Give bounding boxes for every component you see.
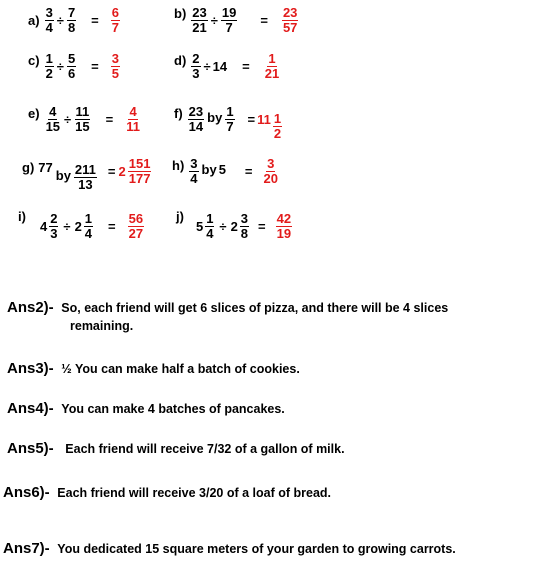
answer-text: So, each friend will get 6 slices of pizza, and there will be 4 slices xyxy=(61,301,449,315)
answer-tag: Ans3)- xyxy=(7,360,54,377)
equals-sign: = xyxy=(260,13,268,28)
equals-sign: = xyxy=(244,164,253,179)
problem-label: i) xyxy=(18,209,26,224)
whole-number: 5 xyxy=(218,162,226,177)
operator: ÷ xyxy=(63,219,71,234)
equals-sign: = xyxy=(107,164,116,179)
operator: ÷ xyxy=(203,59,211,74)
whole-number: 2 xyxy=(230,219,238,234)
answer-fraction: $\frac{151}{177}$ xyxy=(128,156,151,186)
operator: ÷ xyxy=(64,112,72,127)
operator: ÷ xyxy=(210,13,218,28)
fraction: $\frac{3}{4}$ xyxy=(45,5,53,35)
fraction: $\frac{7}{8}$ xyxy=(67,5,76,35)
answer-fraction: $\frac{6}{7}$ xyxy=(111,5,119,35)
answer-2 xyxy=(7,299,448,316)
answer-4 xyxy=(7,400,285,417)
problem-label: e) xyxy=(28,106,40,121)
problem-label: d) xyxy=(174,53,187,68)
operator: ÷ xyxy=(56,59,64,74)
problem-label: j) xyxy=(176,209,184,224)
fraction: $\frac{19}{7}$ xyxy=(221,5,237,35)
fraction: $\frac{4}{15}$ xyxy=(45,104,61,134)
operator: ÷ xyxy=(56,13,64,28)
answer-3 xyxy=(7,360,300,377)
answer-fraction: $\frac{56}{27}$ xyxy=(128,211,144,241)
fraction: $\frac{1}{4}$ xyxy=(84,211,93,241)
whole-number: 4 xyxy=(39,219,48,234)
fraction: $\frac{211}{13}$ xyxy=(74,162,96,192)
fraction: $\frac{23}{14}$ xyxy=(188,104,204,134)
answer-text: ½ You can make half a batch of cookies. xyxy=(61,362,300,376)
problem-label: f) xyxy=(174,106,183,121)
fraction: $\frac{23}{21}$ xyxy=(192,5,207,35)
problem-label: c) xyxy=(28,53,40,68)
problem-a xyxy=(28,6,121,35)
problem-label: a) xyxy=(28,13,40,28)
fraction: $\frac{3}{8}$ xyxy=(240,211,249,241)
problem-label: h) xyxy=(172,158,185,173)
answer-tag: Ans2)- xyxy=(7,299,54,316)
answer-5 xyxy=(7,440,345,457)
fraction: $\frac{3}{4}$ xyxy=(190,156,198,186)
fraction: $\frac{2}{3}$ xyxy=(50,211,58,241)
whole-number: 5 xyxy=(195,219,204,234)
problem-e xyxy=(28,105,142,134)
answer-fraction: $\frac{23}{57}$ xyxy=(282,5,298,35)
answer-tag: Ans4)- xyxy=(7,400,54,417)
whole-number: 14 xyxy=(212,59,228,74)
equals-sign: = xyxy=(108,219,116,234)
equals-sign: = xyxy=(91,13,99,28)
answer-fraction: $\frac{3}{5}$ xyxy=(111,51,119,81)
answer-tag: Ans5)- xyxy=(7,440,54,457)
answer-fraction: $\frac{3}{20}$ xyxy=(263,156,278,186)
equals-sign: = xyxy=(91,59,99,74)
problem-c xyxy=(28,52,121,81)
fraction: $\frac{11}{15}$ xyxy=(75,104,90,134)
answer-text: remaining. xyxy=(70,319,134,333)
fraction: $\frac{5}{6}$ xyxy=(67,51,76,81)
problem-g xyxy=(22,156,152,192)
answer-fraction: $\frac{4}{11}$ xyxy=(126,104,140,134)
answer-6 xyxy=(3,484,331,501)
answer-text: Each friend will receive 7/32 of a gallon of milk. xyxy=(65,442,345,456)
operator: by xyxy=(201,162,217,177)
whole-number: 77 xyxy=(38,160,53,175)
operator: by xyxy=(207,110,223,125)
answer-2-continued xyxy=(70,318,133,333)
answer-text: You can make 4 batches of pancakes. xyxy=(61,402,285,416)
answer-tag: Ans7)- xyxy=(3,540,50,557)
problem-i xyxy=(18,209,145,241)
operator: by xyxy=(55,168,71,183)
answer-whole: 2 xyxy=(118,164,126,179)
fraction: $\frac{1}{2}$ xyxy=(45,51,53,81)
answer-7 xyxy=(3,540,456,557)
answer-fraction: $\frac{42}{19}$ xyxy=(276,211,292,241)
fraction: $\frac{2}{3}$ xyxy=(192,51,200,81)
problem-j xyxy=(176,209,293,241)
equals-sign: = xyxy=(242,59,250,74)
answer-tag: Ans6)- xyxy=(3,484,50,501)
answer-whole: 11 xyxy=(257,112,271,127)
operator: ÷ xyxy=(219,219,227,234)
problem-label: b) xyxy=(174,6,187,21)
fraction: $\frac{1}{7}$ xyxy=(226,104,234,134)
answer-text: Each friend will receive 3/20 of a loaf of bread. xyxy=(57,486,332,500)
problem-h xyxy=(172,157,280,186)
equals-sign: = xyxy=(258,219,266,234)
equals-sign: = xyxy=(247,112,256,127)
answer-fraction: $\frac{1}{21}$ xyxy=(264,51,280,81)
fraction: $\frac{1}{4}$ xyxy=(206,211,214,241)
whole-number: 2 xyxy=(74,219,82,234)
problem-d xyxy=(174,52,281,81)
answer-fraction: $\frac{1}{2}$ xyxy=(273,111,282,141)
equals-sign: = xyxy=(105,112,114,127)
answer-text: You dedicated 15 square meters of your garden to growing carrots. xyxy=(57,542,456,556)
problem-f xyxy=(174,104,283,141)
problem-b xyxy=(174,6,299,35)
problem-label: g) xyxy=(22,160,35,175)
